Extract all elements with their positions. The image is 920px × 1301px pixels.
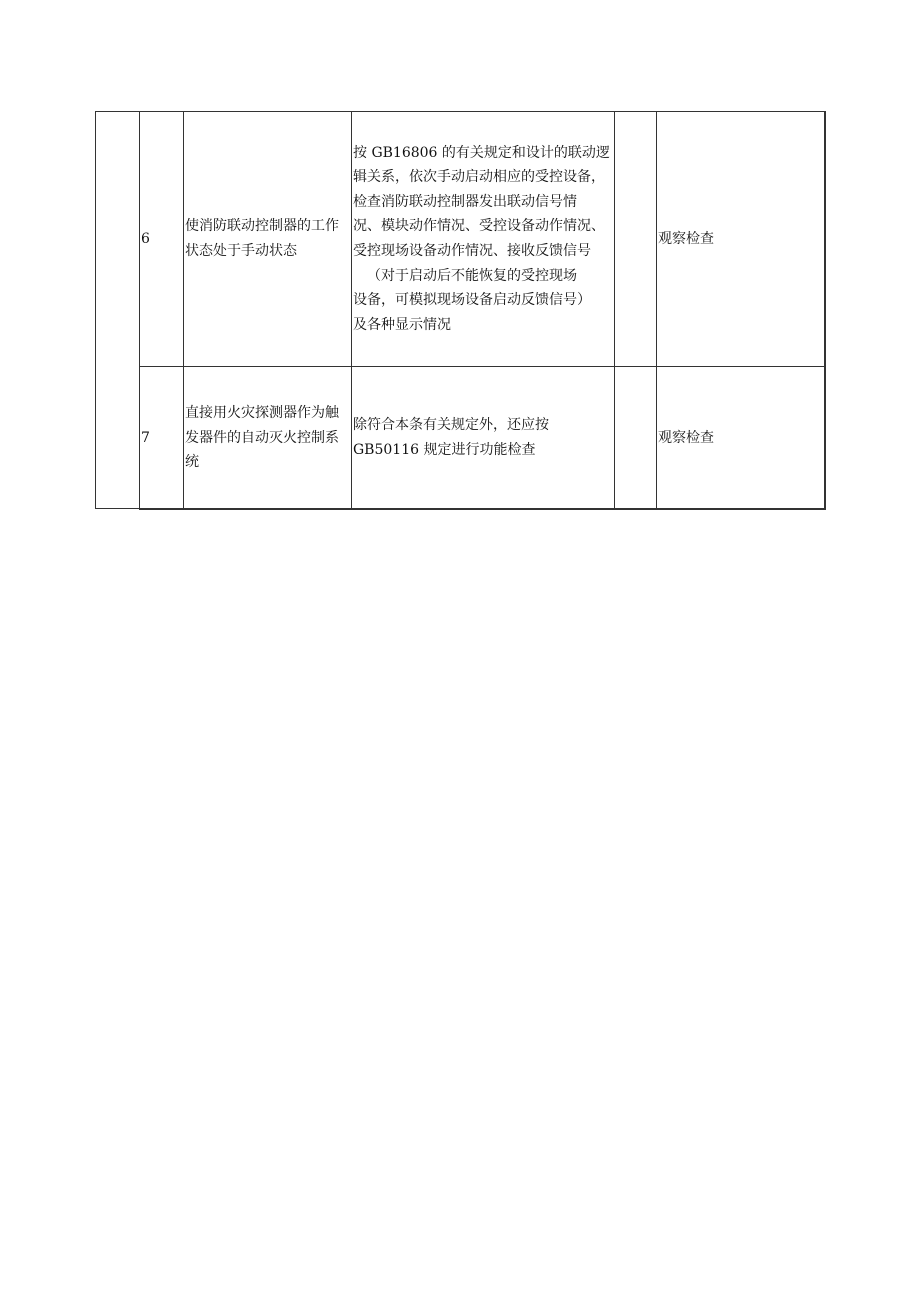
result-cell [615, 367, 657, 510]
requirement-line: 设备，可模拟现场设备启动反馈信号） [353, 292, 591, 309]
requirement-line: 除符合本条有关规定外，还应按 [353, 417, 549, 434]
table-row [140, 367, 826, 510]
row-number: 7 [140, 367, 184, 510]
requirement-line: （对于启动后不能恢复的受控现场 [367, 267, 577, 284]
result-cell [615, 112, 657, 367]
requirement-line: 况、模块动作情况、受控设备动作情况、 [353, 218, 605, 235]
requirement-line: 检查消防联动控制器发出联动信号情 [353, 193, 577, 210]
requirement-line: 按 GB16806 的有关规定和设计的联动逻 [353, 144, 610, 161]
inspection-item: 使消防联动控制器的工作状态处于手动状态 [184, 112, 352, 367]
inspection-method: 观察检查 [657, 367, 826, 510]
row-number: 6 [140, 112, 184, 367]
inspection-requirement [352, 112, 615, 367]
requirement-line: GB50116 规定进行功能检查 [353, 442, 536, 458]
inspection-requirement [352, 367, 615, 510]
requirement-line: 及各种显示情况 [353, 316, 451, 333]
inspection-method: 观察检查 [657, 112, 826, 367]
inspection-table [139, 111, 826, 510]
requirement-line: 受控现场设备动作情况、接收反馈信号 [353, 243, 591, 259]
requirement-line: 辑关系，依次手动启动相应的受控设备， [353, 169, 605, 186]
inspection-item: 直接用火灾探测器作为触发器件的自动灭火控制系统 [184, 367, 352, 510]
table-row [140, 112, 826, 367]
